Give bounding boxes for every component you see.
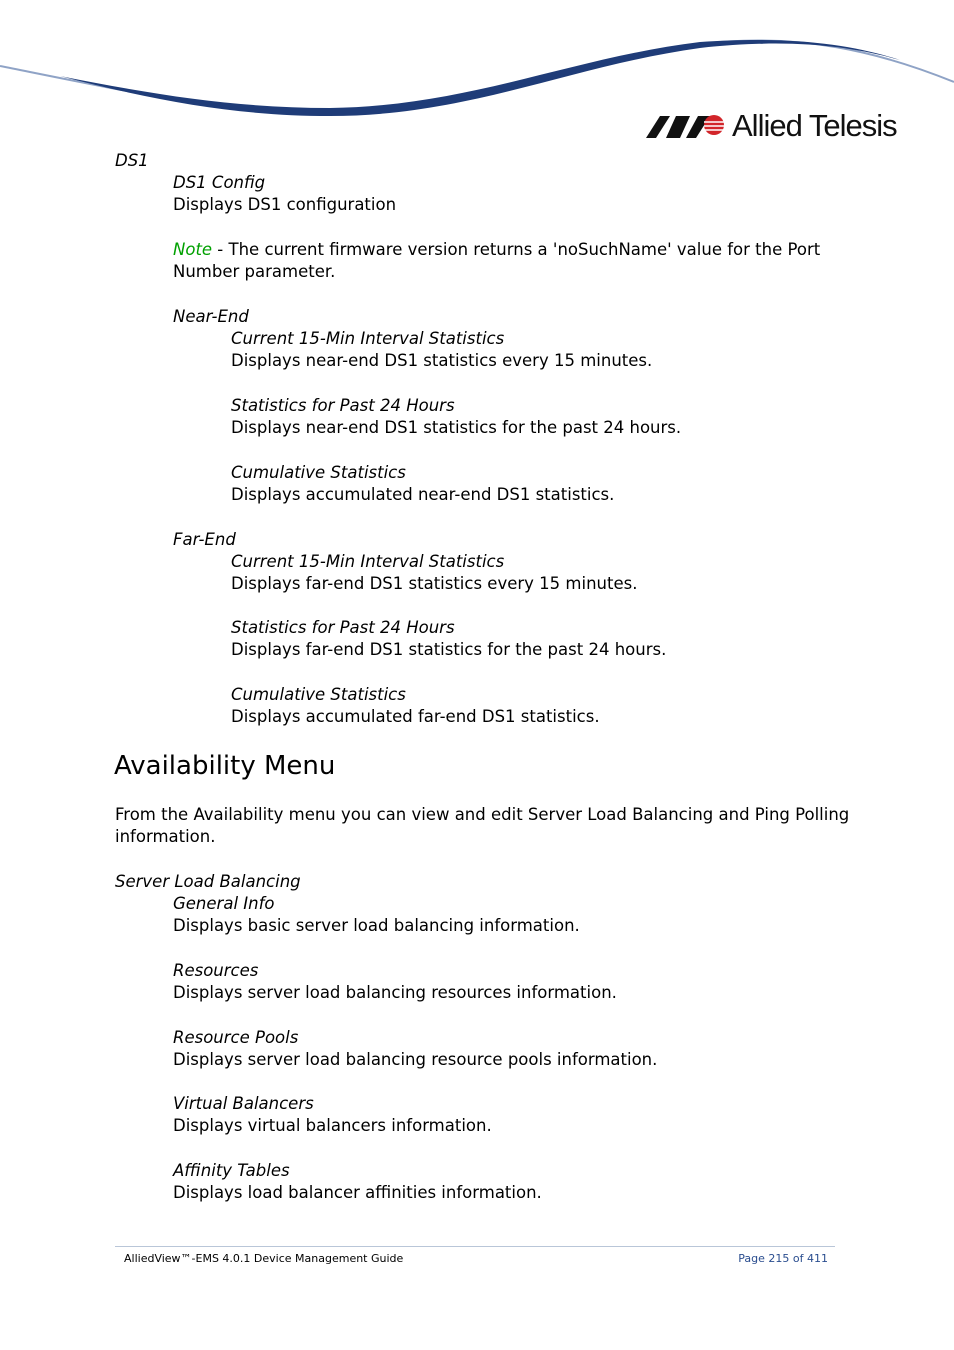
footer-doc-title: AlliedView™-EMS 4.0.1 Device Management Guide xyxy=(124,1252,404,1265)
slb-item-label: Resource Pools xyxy=(173,1028,299,1047)
note-paragraph xyxy=(173,239,820,261)
slb-item-desc: Displays virtual balancers information. xyxy=(173,1116,492,1135)
far-end-item-label: Statistics for Past 24 Hours xyxy=(231,618,455,637)
allied-telesis-logo xyxy=(646,108,897,144)
availability-intro-1: From the Availability menu you can view and edit Server Load Balancing and Ping Polling xyxy=(115,805,850,824)
slb-item-desc: Displays basic server load balancing information. xyxy=(173,916,580,935)
near-end-item-desc: Displays accumulated near-end DS1 statistics. xyxy=(231,485,615,504)
footer-page-number: Page 215 of 411 xyxy=(738,1252,828,1265)
near-end-item-desc: Displays near-end DS1 statistics for the past 24 hours. xyxy=(231,418,682,437)
slb-item-label: Resources xyxy=(173,961,259,980)
far-end-label: Far-End xyxy=(173,530,236,549)
ds1-config-label: DS1 Config xyxy=(173,173,266,192)
far-end-item-desc: Displays accumulated far-end DS1 statistics. xyxy=(231,707,600,726)
logo-mark-icon xyxy=(646,112,726,140)
near-end-item-label: Current 15-Min Interval Statistics xyxy=(231,329,505,348)
footer-divider xyxy=(115,1246,835,1247)
near-end-item-label: Statistics for Past 24 Hours xyxy=(231,396,455,415)
slb-item-desc: Displays load balancer affinities information. xyxy=(173,1183,542,1202)
slb-item-label: Affinity Tables xyxy=(173,1161,290,1180)
ds1-title: DS1 xyxy=(115,151,149,170)
slb-item-label: Virtual Balancers xyxy=(173,1094,314,1113)
far-end-item-label: Cumulative Statistics xyxy=(231,685,406,704)
note-label: Note xyxy=(173,240,213,259)
slb-label: Server Load Balancing xyxy=(115,872,301,891)
logo-text: Allied Telesis xyxy=(732,108,897,143)
far-end-item-desc: Displays far-end DS1 statistics every 15 minutes. xyxy=(231,574,638,593)
far-end-item-desc: Displays far-end DS1 statistics for the past 24 hours. xyxy=(231,640,667,659)
ds1-config-desc: Displays DS1 configuration xyxy=(173,195,397,214)
far-end-item-label: Current 15-Min Interval Statistics xyxy=(231,552,505,571)
near-end-item-label: Cumulative Statistics xyxy=(231,463,406,482)
note-text-1: - The current firmware version returns a 'noSuchName' value for the Port xyxy=(212,240,821,259)
near-end-label: Near-End xyxy=(173,307,249,326)
availability-intro-2: information. xyxy=(115,827,216,846)
availability-heading: Availability Menu xyxy=(114,751,336,781)
near-end-item-desc: Displays near-end DS1 statistics every 15 minutes. xyxy=(231,351,653,370)
slb-item-desc: Displays server load balancing resources information. xyxy=(173,983,617,1002)
slb-item-desc: Displays server load balancing resource pools information. xyxy=(173,1050,658,1069)
note-text-2: Number parameter. xyxy=(173,262,336,281)
slb-item-label: General Info xyxy=(173,894,275,913)
